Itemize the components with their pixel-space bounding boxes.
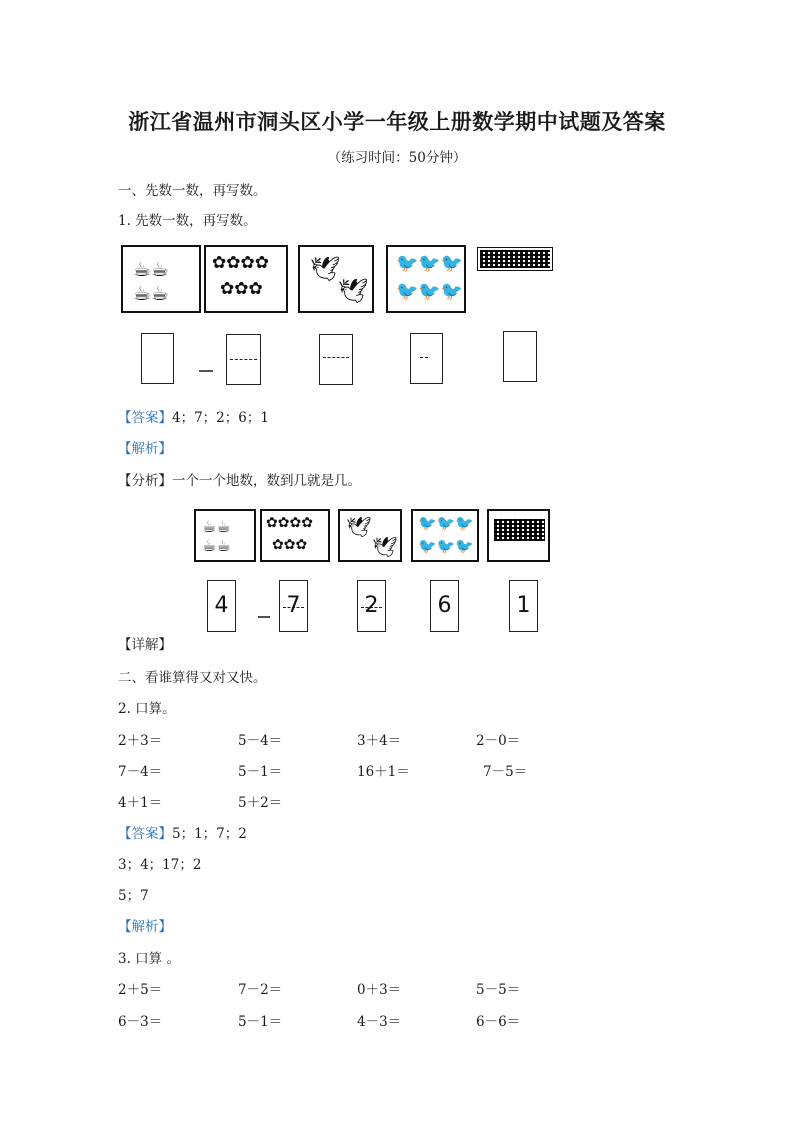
bird-icon: 🕊	[372, 535, 398, 559]
analysis-tag: 【解析】	[118, 441, 172, 457]
dashed-guide	[323, 357, 349, 358]
cup-picture	[121, 245, 201, 313]
dashed-guide	[420, 357, 428, 358]
cup-icon: ☕☕	[133, 257, 169, 281]
flower-icon: ✿✿✿	[220, 279, 263, 299]
bird-picture	[338, 509, 402, 562]
parrot-icon: 🐦🐦🐦	[418, 537, 475, 555]
cup-picture	[194, 509, 256, 562]
filled-number: 2	[364, 593, 379, 618]
flower-picture	[260, 509, 330, 562]
fenxi-text: 一个一个地数，数到几就是几。	[172, 473, 361, 489]
number-cell	[357, 580, 386, 632]
equation: 5－1＝	[238, 1014, 283, 1030]
filled-number: 4	[214, 593, 229, 618]
filled-number: 1	[516, 593, 531, 618]
bird-icon: 🕊	[310, 255, 341, 283]
number-cell	[509, 580, 538, 632]
parrot-icon: 🐦🐦🐦	[396, 253, 464, 274]
answer-line-q1	[118, 406, 269, 426]
analysis-tag: 【解析】	[118, 919, 172, 935]
equation: 5＋2＝	[238, 795, 283, 811]
question-1-label: 1. 先数一数，再写数。	[118, 213, 257, 229]
equation: 0＋3＝	[357, 982, 402, 998]
dashed-guide	[230, 359, 257, 360]
equation: 7－5＝	[483, 764, 528, 780]
fenxi-line	[118, 469, 361, 489]
answer-text: 4；7；2；6；1	[172, 410, 269, 426]
detail-tag: 【详解】	[118, 637, 172, 653]
texture-picture	[477, 247, 553, 271]
equation: 4－3＝	[357, 1014, 402, 1030]
page-title: 浙江省温州市洞头区小学一年级上册数学期中试题及答案	[128, 109, 666, 134]
dash-mark	[258, 616, 270, 618]
equation: 2＋3＝	[118, 733, 163, 749]
equation: 2＋5＝	[118, 982, 163, 998]
question-3-label: 3. 口算 。	[118, 951, 180, 967]
equation: 2－0＝	[476, 733, 521, 749]
answer-text-line-2: 3；4；17；2	[118, 857, 202, 873]
equation: 16＋1＝	[357, 764, 410, 780]
answer-text-line-3: 5；7	[118, 888, 149, 904]
answer-text: 5；1；7；2	[172, 826, 247, 842]
answer-tag: 【答案】	[118, 826, 172, 842]
question-2-label: 2. 口算。	[118, 701, 176, 717]
cup-icon: ☕☕	[133, 281, 169, 305]
equation: 3＋4＝	[357, 733, 402, 749]
flower-icon: ✿✿✿✿	[212, 253, 269, 273]
section-heading-1: 一、先数一数，再写数。	[118, 183, 267, 199]
bird-icon: 🕊	[346, 515, 372, 539]
parrot-icon: 🐦🐦🐦	[418, 514, 475, 532]
equation: 7－2＝	[238, 982, 283, 998]
parrot-icon: 🐦🐦🐦	[396, 281, 464, 302]
filled-number: 6	[437, 593, 452, 618]
bird-picture	[298, 245, 374, 313]
fenxi-tag: 【分析】	[118, 473, 172, 489]
texture-icon	[480, 250, 550, 268]
flower-icon: ✿✿✿✿	[266, 515, 313, 531]
equation: 6－6＝	[476, 1014, 521, 1030]
section-heading-2: 二、看谁算得又对又快。	[118, 670, 267, 686]
equation: 5－4＝	[238, 733, 283, 749]
equation: 6－3＝	[118, 1014, 163, 1030]
equation: 5－5＝	[476, 982, 521, 998]
parrot-picture	[386, 245, 466, 313]
cup-icon: ☕☕	[202, 517, 231, 536]
equation: 7－4＝	[118, 764, 163, 780]
blank-cell[interactable]	[503, 331, 537, 382]
page-subtitle: （练习时间：50分钟）	[327, 150, 467, 166]
number-cell	[207, 580, 236, 632]
blank-cell[interactable]	[226, 334, 261, 385]
answer-line-q2	[118, 822, 247, 842]
cup-icon: ☕☕	[202, 536, 231, 555]
bird-icon: 🕊	[338, 277, 369, 305]
flower-icon: ✿✿✿	[272, 537, 308, 553]
blank-cell[interactable]	[410, 333, 443, 384]
filled-number: 7	[286, 593, 301, 618]
number-cell	[279, 580, 308, 632]
blank-cell[interactable]	[141, 333, 174, 384]
texture-picture	[487, 509, 550, 562]
parrot-picture	[411, 509, 479, 562]
flower-picture	[204, 245, 288, 313]
equation: 4＋1＝	[118, 795, 163, 811]
answer-tag: 【答案】	[118, 410, 172, 426]
blank-cell[interactable]	[319, 334, 353, 385]
texture-icon	[494, 519, 545, 541]
equation: 5－1＝	[238, 764, 283, 780]
number-cell	[430, 580, 459, 632]
dash-mark	[199, 370, 213, 372]
